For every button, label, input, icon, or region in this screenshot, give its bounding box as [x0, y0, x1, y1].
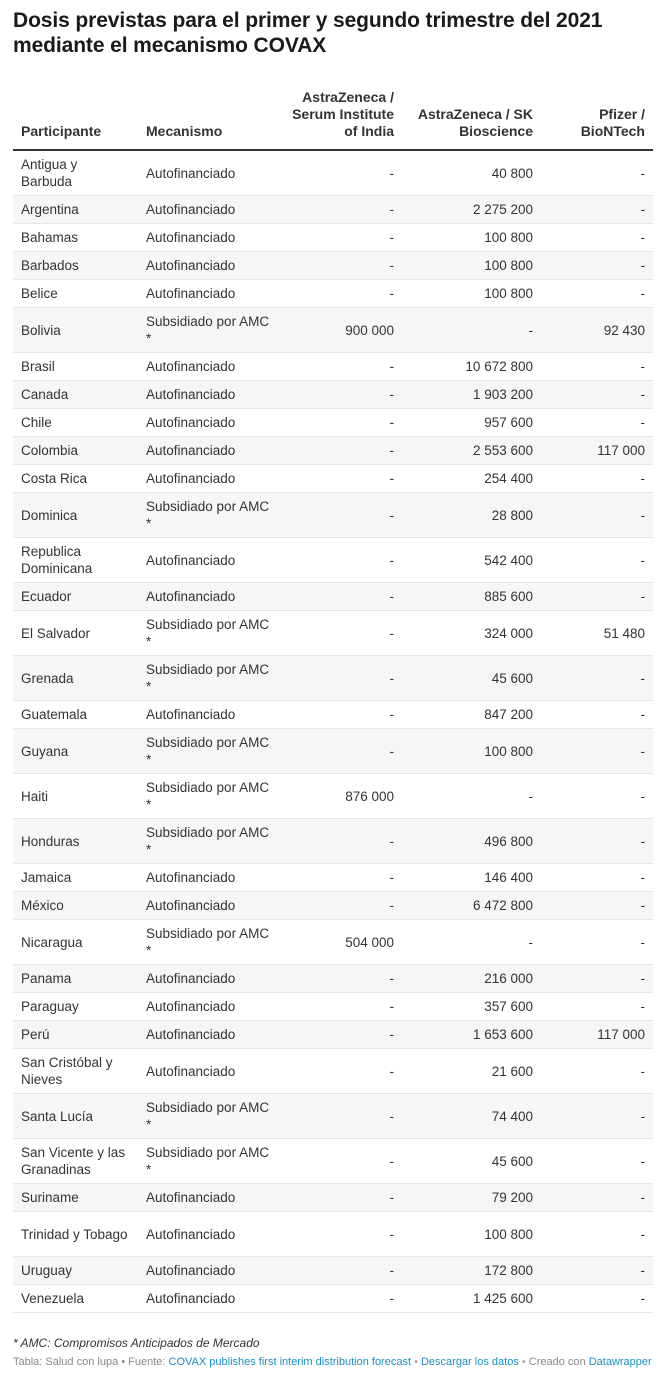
cell-pfizer: - — [541, 701, 653, 729]
cell-astrazeneca-serum: - — [283, 1257, 402, 1285]
table-row — [13, 252, 653, 280]
cell-astrazeneca-sk: - — [402, 920, 541, 965]
cell-astrazeneca-serum: - — [283, 252, 402, 280]
cell-astrazeneca-sk: 324 000 — [402, 611, 541, 656]
data-table — [13, 89, 653, 1313]
cell-astrazeneca-serum: - — [283, 701, 402, 729]
cell-pfizer: - — [541, 196, 653, 224]
cell-participante: Ecuador — [13, 583, 138, 611]
cell-mecanismo: Subsidiado por AMC * — [138, 611, 283, 656]
footer — [13, 1356, 653, 1368]
cell-mecanismo: Subsidiado por AMC * — [138, 729, 283, 774]
cell-astrazeneca-serum: - — [283, 1285, 402, 1313]
cell-pfizer: - — [541, 252, 653, 280]
cell-pfizer: - — [541, 583, 653, 611]
cell-astrazeneca-serum: - — [283, 583, 402, 611]
cell-astrazeneca-sk: 1 653 600 — [402, 1021, 541, 1049]
cell-astrazeneca-sk: 100 800 — [402, 280, 541, 308]
cell-astrazeneca-sk: 79 200 — [402, 1184, 541, 1212]
table-row — [13, 1094, 653, 1139]
cell-pfizer: - — [541, 1257, 653, 1285]
cell-astrazeneca-sk: 216 000 — [402, 965, 541, 993]
cell-astrazeneca-sk: 542 400 — [402, 538, 541, 583]
cell-mecanismo: Autofinanciado — [138, 1212, 283, 1257]
cell-astrazeneca-serum: - — [283, 965, 402, 993]
cell-participante: Venezuela — [13, 1285, 138, 1313]
cell-participante: Panama — [13, 965, 138, 993]
header-row — [13, 89, 653, 150]
table-body — [13, 150, 653, 1313]
cell-astrazeneca-serum: - — [283, 409, 402, 437]
cell-astrazeneca-serum: - — [283, 864, 402, 892]
cell-astrazeneca-sk: 496 800 — [402, 819, 541, 864]
source-link[interactable]: COVAX publishes first interim distribution forecast — [168, 1356, 412, 1368]
cell-participante: Jamaica — [13, 864, 138, 892]
table-row — [13, 864, 653, 892]
column-header-mecanismo[interactable]: Mecanismo — [138, 89, 283, 150]
cell-astrazeneca-serum: - — [283, 150, 402, 196]
cell-pfizer: - — [541, 409, 653, 437]
table-row — [13, 1049, 653, 1094]
cell-pfizer: - — [541, 538, 653, 583]
cell-astrazeneca-serum: - — [283, 656, 402, 701]
table-row — [13, 993, 653, 1021]
cell-mecanismo: Autofinanciado — [138, 437, 283, 465]
cell-astrazeneca-serum: - — [283, 353, 402, 381]
cell-participante: Dominica — [13, 493, 138, 538]
cell-participante: Guatemala — [13, 701, 138, 729]
table-row — [13, 465, 653, 493]
cell-pfizer: 51 480 — [541, 611, 653, 656]
cell-participante: El Salvador — [13, 611, 138, 656]
cell-astrazeneca-sk: 2 553 600 — [402, 437, 541, 465]
column-header-astrazeneca-sk[interactable]: AstraZeneca / SK Bioscience — [402, 89, 541, 150]
table-row — [13, 729, 653, 774]
cell-mecanismo: Subsidiado por AMC * — [138, 819, 283, 864]
cell-participante: Republica Dominicana — [13, 538, 138, 583]
cell-pfizer: - — [541, 280, 653, 308]
column-header-astrazeneca-serum[interactable]: AstraZeneca / Serum Institute of India — [283, 89, 402, 150]
created-with-text: Creado con — [528, 1356, 589, 1368]
cell-participante: Trinidad y Tobago — [13, 1212, 138, 1257]
cell-mecanismo: Autofinanciado — [138, 1285, 283, 1313]
cell-participante: Suriname — [13, 1184, 138, 1212]
cell-astrazeneca-sk: 957 600 — [402, 409, 541, 437]
table-row — [13, 1212, 653, 1257]
cell-astrazeneca-sk: 21 600 — [402, 1049, 541, 1094]
cell-pfizer: - — [541, 965, 653, 993]
cell-participante: Costa Rica — [13, 465, 138, 493]
cell-participante: Perú — [13, 1021, 138, 1049]
cell-participante: Belice — [13, 280, 138, 308]
cell-astrazeneca-sk: 172 800 — [402, 1257, 541, 1285]
cell-astrazeneca-serum: - — [283, 1212, 402, 1257]
cell-astrazeneca-serum: - — [283, 729, 402, 774]
cell-pfizer: - — [541, 1285, 653, 1313]
cell-pfizer: - — [541, 993, 653, 1021]
cell-pfizer: - — [541, 774, 653, 819]
cell-mecanismo: Autofinanciado — [138, 381, 283, 409]
cell-astrazeneca-serum: - — [283, 611, 402, 656]
cell-astrazeneca-serum: - — [283, 819, 402, 864]
cell-astrazeneca-sk: 254 400 — [402, 465, 541, 493]
table-row — [13, 150, 653, 196]
table-row — [13, 1285, 653, 1313]
cell-astrazeneca-sk: 847 200 — [402, 701, 541, 729]
cell-astrazeneca-serum: 504 000 — [283, 920, 402, 965]
cell-astrazeneca-serum: - — [283, 1139, 402, 1184]
cell-astrazeneca-serum: - — [283, 381, 402, 409]
cell-astrazeneca-sk: 45 600 — [402, 656, 541, 701]
cell-astrazeneca-serum: - — [283, 892, 402, 920]
cell-mecanismo: Autofinanciado — [138, 252, 283, 280]
cell-mecanismo: Subsidiado por AMC * — [138, 493, 283, 538]
cell-mecanismo: Autofinanciado — [138, 892, 283, 920]
cell-participante: San Cristóbal y Nieves — [13, 1049, 138, 1094]
footer-separator: • — [411, 1356, 421, 1368]
table-row — [13, 308, 653, 353]
cell-astrazeneca-serum: - — [283, 1094, 402, 1139]
cell-mecanismo: Autofinanciado — [138, 993, 283, 1021]
cell-astrazeneca-sk: 100 800 — [402, 1212, 541, 1257]
cell-participante: Barbados — [13, 252, 138, 280]
table-row — [13, 819, 653, 864]
cell-mecanismo: Autofinanciado — [138, 409, 283, 437]
cell-participante: Uruguay — [13, 1257, 138, 1285]
footer-separator: • — [518, 1356, 529, 1368]
cell-pfizer: - — [541, 1212, 653, 1257]
cell-astrazeneca-sk: - — [402, 308, 541, 353]
cell-mecanismo: Autofinanciado — [138, 1257, 283, 1285]
cell-mecanismo: Autofinanciado — [138, 196, 283, 224]
cell-participante: Argentina — [13, 196, 138, 224]
cell-pfizer: - — [541, 353, 653, 381]
cell-pfizer: - — [541, 892, 653, 920]
cell-mecanismo: Autofinanciado — [138, 353, 283, 381]
cell-participante: Santa Lucía — [13, 1094, 138, 1139]
cell-pfizer: - — [541, 920, 653, 965]
table-row — [13, 493, 653, 538]
cell-participante: Chile — [13, 409, 138, 437]
cell-participante: Honduras — [13, 819, 138, 864]
table-row — [13, 538, 653, 583]
cell-pfizer: - — [541, 224, 653, 252]
cell-pfizer: - — [541, 1139, 653, 1184]
cell-astrazeneca-sk: 45 600 — [402, 1139, 541, 1184]
table-row — [13, 892, 653, 920]
cell-participante: Guyana — [13, 729, 138, 774]
cell-mecanismo: Autofinanciado — [138, 1049, 283, 1094]
cell-participante: Bahamas — [13, 224, 138, 252]
table-row — [13, 437, 653, 465]
cell-mecanismo: Autofinanciado — [138, 224, 283, 252]
cell-participante: San Vicente y las Granadinas — [13, 1139, 138, 1184]
cell-mecanismo: Autofinanciado — [138, 150, 283, 196]
cell-participante: Canada — [13, 381, 138, 409]
cell-pfizer: 92 430 — [541, 308, 653, 353]
cell-astrazeneca-sk: 357 600 — [402, 993, 541, 1021]
table-row — [13, 701, 653, 729]
cell-astrazeneca-serum: - — [283, 1184, 402, 1212]
cell-participante: Colombia — [13, 437, 138, 465]
cell-participante: Antigua y Barbuda — [13, 150, 138, 196]
cell-pfizer: - — [541, 1184, 653, 1212]
table-row — [13, 280, 653, 308]
footnote: * AMC: Compromisos Anticipados de Mercado — [13, 1336, 260, 1350]
cell-astrazeneca-sk: - — [402, 774, 541, 819]
cell-pfizer: 117 000 — [541, 1021, 653, 1049]
cell-pfizer: - — [541, 819, 653, 864]
cell-astrazeneca-sk: 100 800 — [402, 224, 541, 252]
table-row — [13, 353, 653, 381]
cell-astrazeneca-serum: - — [283, 224, 402, 252]
cell-astrazeneca-serum: 900 000 — [283, 308, 402, 353]
cell-astrazeneca-serum: - — [283, 538, 402, 583]
cell-mecanismo: Subsidiado por AMC * — [138, 774, 283, 819]
page-title: Dosis previstas para el primer y segundo trimestre del 2021 mediante el mecanismo COVAX — [13, 9, 603, 57]
cell-astrazeneca-serum: - — [283, 493, 402, 538]
cell-astrazeneca-sk: 74 400 — [402, 1094, 541, 1139]
cell-astrazeneca-sk: 1 903 200 — [402, 381, 541, 409]
cell-mecanismo: Autofinanciado — [138, 1184, 283, 1212]
cell-astrazeneca-sk: 10 672 800 — [402, 353, 541, 381]
cell-mecanismo: Autofinanciado — [138, 701, 283, 729]
table-row — [13, 1139, 653, 1184]
cell-astrazeneca-sk: 40 800 — [402, 150, 541, 196]
cell-pfizer: - — [541, 381, 653, 409]
cell-mecanismo: Autofinanciado — [138, 583, 283, 611]
table-row — [13, 774, 653, 819]
cell-pfizer: - — [541, 656, 653, 701]
cell-astrazeneca-serum: - — [283, 993, 402, 1021]
column-header-participante[interactable]: Participante — [13, 89, 138, 150]
cell-pfizer: - — [541, 729, 653, 774]
cell-pfizer: - — [541, 864, 653, 892]
column-header-pfizer[interactable]: Pfizer / BioNTech — [541, 89, 653, 150]
footer-prefix: Tabla: Salud con lupa • Fuente: — [13, 1356, 169, 1368]
cell-participante: México — [13, 892, 138, 920]
cell-pfizer: - — [541, 1094, 653, 1139]
cell-mecanismo: Subsidiado por AMC * — [138, 1139, 283, 1184]
cell-participante: Paraguay — [13, 993, 138, 1021]
cell-astrazeneca-serum: - — [283, 196, 402, 224]
cell-pfizer: 117 000 — [541, 437, 653, 465]
cell-mecanismo: Autofinanciado — [138, 465, 283, 493]
table-row — [13, 224, 653, 252]
cell-mecanismo: Autofinanciado — [138, 864, 283, 892]
cell-participante: Nicaragua — [13, 920, 138, 965]
cell-pfizer: - — [541, 493, 653, 538]
cell-astrazeneca-sk: 885 600 — [402, 583, 541, 611]
table-row — [13, 196, 653, 224]
cell-mecanismo: Autofinanciado — [138, 1021, 283, 1049]
table-row — [13, 583, 653, 611]
cell-mecanismo: Subsidiado por AMC * — [138, 308, 283, 353]
cell-astrazeneca-sk: 100 800 — [402, 252, 541, 280]
cell-mecanismo: Autofinanciado — [138, 280, 283, 308]
cell-mecanismo: Autofinanciado — [138, 538, 283, 583]
cell-participante: Bolivia — [13, 308, 138, 353]
table-row — [13, 1021, 653, 1049]
cell-astrazeneca-serum: - — [283, 437, 402, 465]
table-row — [13, 409, 653, 437]
cell-pfizer: - — [541, 465, 653, 493]
cell-astrazeneca-sk: 146 400 — [402, 864, 541, 892]
table-row — [13, 1257, 653, 1285]
cell-mecanismo: Subsidiado por AMC * — [138, 920, 283, 965]
cell-astrazeneca-serum: 876 000 — [283, 774, 402, 819]
table-row — [13, 381, 653, 409]
table-row — [13, 965, 653, 993]
table-row — [13, 611, 653, 656]
cell-astrazeneca-serum: - — [283, 1049, 402, 1094]
cell-participante: Haiti — [13, 774, 138, 819]
cell-astrazeneca-sk: 2 275 200 — [402, 196, 541, 224]
cell-mecanismo: Subsidiado por AMC * — [138, 1094, 283, 1139]
cell-participante: Brasil — [13, 353, 138, 381]
cell-astrazeneca-sk: 28 800 — [402, 493, 541, 538]
table-row — [13, 656, 653, 701]
cell-pfizer: - — [541, 150, 653, 196]
cell-astrazeneca-sk: 1 425 600 — [402, 1285, 541, 1313]
cell-astrazeneca-sk: 6 472 800 — [402, 892, 541, 920]
cell-mecanismo: Autofinanciado — [138, 965, 283, 993]
table-row — [13, 920, 653, 965]
cell-astrazeneca-sk: 100 800 — [402, 729, 541, 774]
table-row — [13, 1184, 653, 1212]
datawrapper-link[interactable]: Datawrapper — [588, 1356, 652, 1368]
download-data-link[interactable]: Descargar los datos — [420, 1356, 519, 1368]
cell-mecanismo: Subsidiado por AMC * — [138, 656, 283, 701]
cell-participante: Grenada — [13, 656, 138, 701]
cell-astrazeneca-serum: - — [283, 1021, 402, 1049]
cell-astrazeneca-serum: - — [283, 280, 402, 308]
cell-pfizer: - — [541, 1049, 653, 1094]
cell-astrazeneca-serum: - — [283, 465, 402, 493]
